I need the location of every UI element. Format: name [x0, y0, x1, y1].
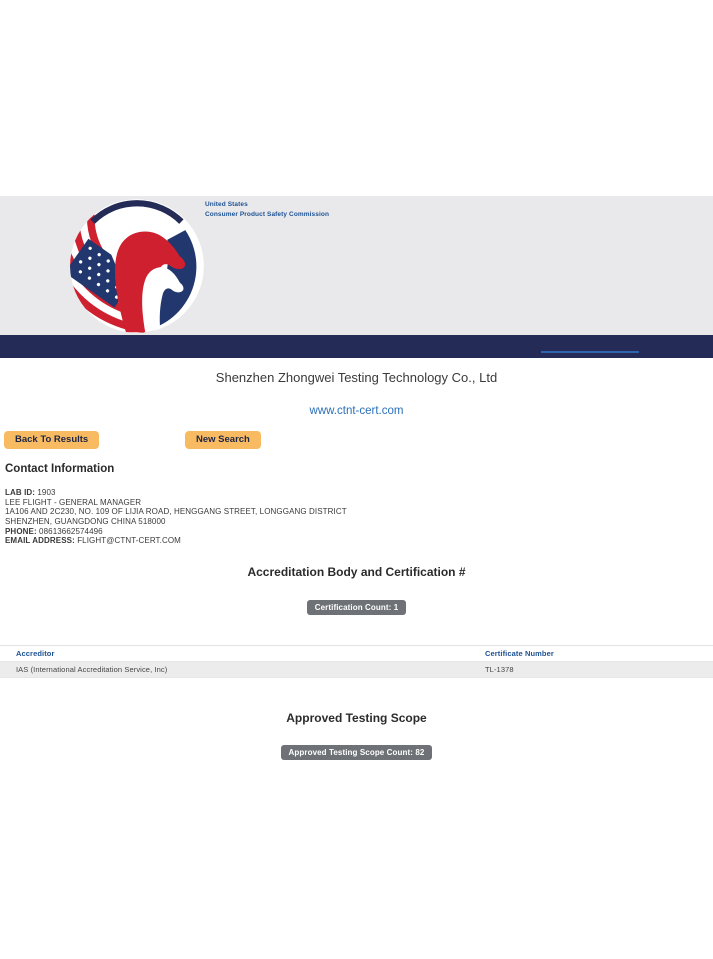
- certificate-number-column-header: Certificate Number: [485, 649, 554, 658]
- accreditor-column-header: Accreditor: [16, 649, 55, 658]
- lab-id-label: LAB ID:: [5, 488, 36, 497]
- certification-count-row: [0, 597, 713, 615]
- contact-name-line: LEE FLIGHT - GENERAL MANAGER: [5, 497, 142, 507]
- email-value: FLIGHT@CTNT-CERT.COM: [77, 536, 181, 546]
- certification-table-header-row: [0, 646, 713, 662]
- lab-id-line: [5, 488, 347, 498]
- email-line: [5, 536, 347, 546]
- scope-count-row: [0, 742, 713, 760]
- address-line2: SHENZHEN, GUANGDONG CHINA 518000: [5, 516, 166, 526]
- lab-website-link[interactable]: www.ctnt-cert.com: [309, 405, 404, 417]
- lab-id-value: 1903: [37, 488, 56, 497]
- approved-testing-scope-count-badge: Approved Testing Scope Count: 82: [281, 745, 433, 760]
- agency-name: [205, 200, 329, 219]
- back-to-results-button[interactable]: Back To Results: [4, 431, 99, 449]
- new-search-button[interactable]: New Search: [185, 431, 261, 449]
- certification-table-wrap: [0, 645, 713, 678]
- accreditation-heading: Accreditation Body and Certification #: [247, 565, 466, 579]
- cpsc-eagle-logo-icon[interactable]: [68, 197, 206, 335]
- nav-link-underline[interactable]: [541, 351, 639, 353]
- certification-table: [0, 645, 713, 678]
- approved-testing-scope-heading: Approved Testing Scope: [286, 711, 427, 725]
- address-line1: 1A106 AND 2C230, NO. 109 OF LIJIA ROAD, HENGGANG STREET, LONGGANG DISTRICT: [5, 507, 347, 517]
- table-row: [0, 662, 713, 678]
- lab-website-row: [0, 401, 713, 419]
- cpsc-eagle-logo-svg: [68, 197, 206, 335]
- phone-value: 08613662574496: [39, 526, 103, 536]
- nav-bar: [0, 335, 713, 358]
- agency-name-line2: Consumer Product Safety Commission: [205, 210, 330, 218]
- agency-name-line1: United States: [205, 201, 248, 208]
- contact-information-heading: Contact Information: [5, 463, 115, 475]
- accreditor-cell: IAS (International Accreditation Service, Inc): [16, 665, 168, 674]
- lab-name-title: Shenzhen Zhongwei Testing Technology Co., Ltd: [215, 370, 498, 385]
- certificate-number-cell: TL-1378: [485, 665, 514, 674]
- site-header: [0, 196, 713, 335]
- phone-line: [5, 527, 347, 537]
- email-label: EMAIL ADDRESS:: [5, 536, 75, 546]
- certification-count-badge: Certification Count: 1: [307, 600, 407, 615]
- contact-information-block: [5, 488, 347, 546]
- phone-label: PHONE:: [5, 526, 37, 536]
